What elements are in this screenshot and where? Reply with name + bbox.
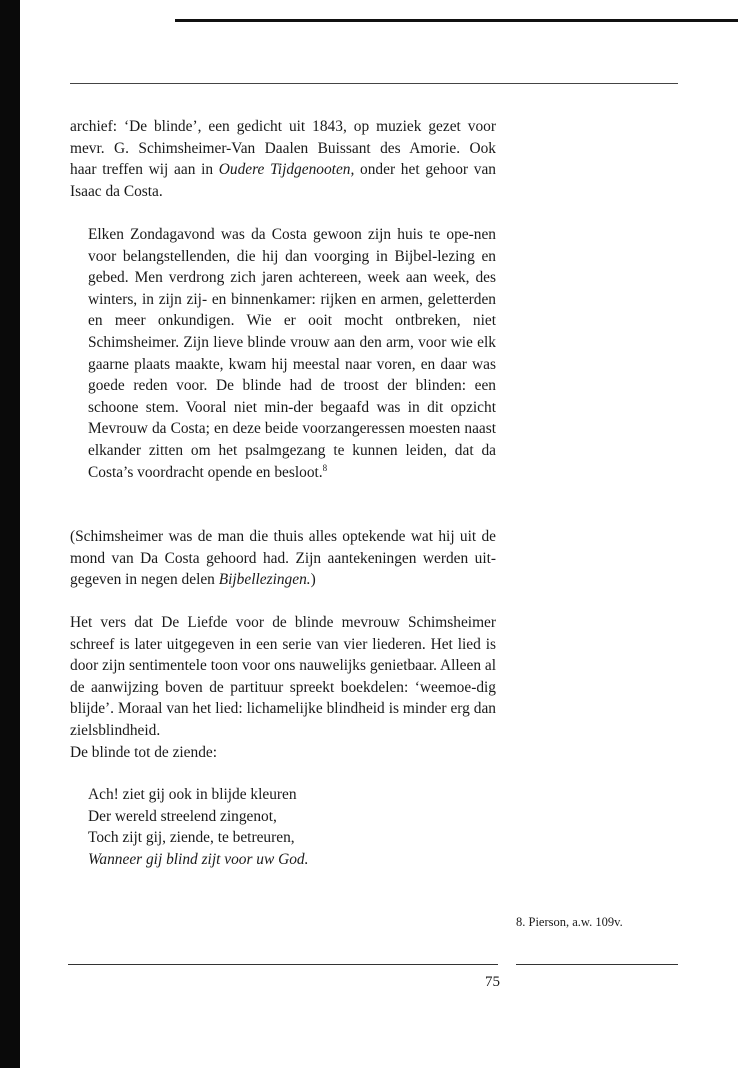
block-quote (88, 224, 496, 483)
paragraph-vers-text: Het vers dat De Liefde voor de blinde mevrouw Schimsheimer schreef is later uitgegeven in een serie van vier liederen. Het lied is door zijn sentimentele toon voor ons nauwelijks genietbaar. Alleen al de aanwijzing boven de partituur spreekt boekdelen: ‘weemoe-dig blijde’. Moraal van het lied: lichamelijke blindheid is minder erg dan zielsblindheid. (70, 614, 496, 739)
paragraph-intro-line-2: mevr. G. Schimsheimer-Van Daalen Buissant des Amorie. Ook (70, 139, 496, 157)
footnote: 8. Pierson, a.w. 109v. (516, 915, 623, 929)
book-title-oudere-tijdgenooten: Oudere Tijdgenooten, (218, 161, 355, 179)
header-rule (70, 83, 678, 84)
verse-line-2: Der wereld streelend zingenot, (88, 807, 277, 825)
paragraph-schimsheimer (70, 526, 496, 591)
scan-edge-bar (0, 0, 20, 1068)
line-3-text-end: onder het gehoor van (354, 161, 496, 179)
verse-introduction: De blinde tot de ziende: (70, 743, 218, 761)
paragraph-intro-line-1: archief: ‘De blinde’, een gedicht uit 1843, op muziek gezet voor (70, 118, 496, 135)
book-title-bijbellezingen: Bijbellezingen. (218, 571, 311, 589)
verse-line-3: Toch zijt gij, ziende, te betreuren, (88, 829, 295, 847)
paragraph-intro-line-3 (70, 159, 496, 181)
paragraph-intro (70, 116, 496, 202)
verse-line-1: Ach! ziet gij ook in blijde kleuren (88, 786, 297, 803)
footer-rule (68, 964, 498, 965)
page-number: 75 (485, 974, 500, 990)
line-3-text: haar treffen wij aan in (70, 161, 219, 179)
paragraph-intro-line-4: Isaac da Costa. (70, 182, 163, 200)
paragraph-schimsheimer-text: (Schimsheimer was de man die thuis alles optekende wat hij uit de mond van Da Costa gehoord had. Zijn aantekeningen werden uit-gegeven in negen delen (70, 528, 496, 589)
verse-block (88, 784, 488, 870)
closing-parenthesis: ) (310, 571, 316, 589)
paragraph-vers (70, 612, 496, 763)
header-rule-thick (175, 19, 738, 22)
footnote-rule (516, 964, 678, 965)
block-quote-text: Elken Zondagavond was da Costa gewoon zijn huis te ope-nen voor belangstellenden, die hij dan voorging in Bijbel-lezing en gebed. Men verdrong zich jaren achtereen, week aan week, des winters, in zijn zij- en binnenkamer: rijken en armen, geletterden en meer onkundigen. Wie er ooit mocht ontbreken, niet Schimsheimer. Zijn lieve blinde vrouw aan den arm, voor wie elk gaarne plaats maakte, kwam hij meestal naar voren, en daar was goede reden voor. De blinde had de troost der blinden: een schoone stem. Vooral niet min-der begaafd was in dit opzicht Mevrouw da Costa; en deze beide voorzangeressen moesten naast elkander zitten om het psalmgezang te kunnen leiden, dat da Costa’s voordracht opende en besloot. (88, 226, 496, 481)
verse-line-4: Wanneer gij blind zijt voor uw God. (88, 850, 309, 868)
footnote-reference: 8 (322, 462, 328, 473)
